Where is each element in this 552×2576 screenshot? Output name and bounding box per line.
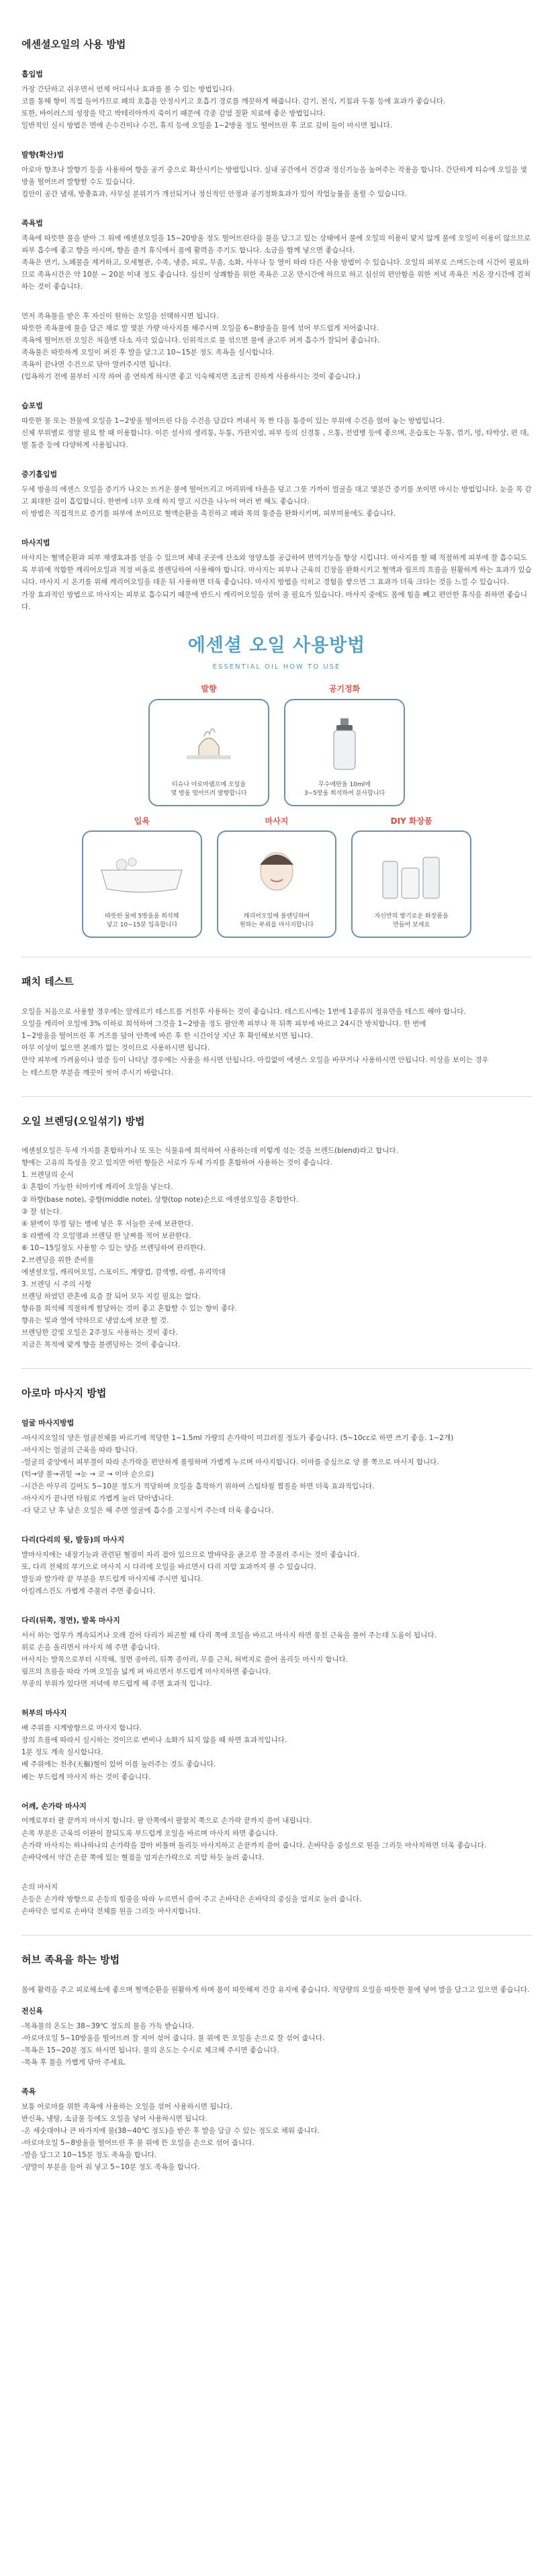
infographic-title: 에센셜 오일 사용방법 (187, 634, 366, 656)
block-footbath-steps (21, 310, 532, 383)
block-text (21, 2101, 532, 2173)
infographic-subtitle: ESSENTIAL OIL HOW TO USE (212, 663, 341, 671)
text-line: -아로마오일 5~10방울을 떨어뜨려 잘 저어 섞어 줍니다. 물 위에 뜬 오일을 손으로 잘 섞어 줍니다. (21, 2034, 325, 2042)
text-line: 오일을 처음으로 사용할 경우에는 알레르기 테스트를 거친후 사용하는 것이 좋습니다. 테스트시에는 1번에 1종류의 정유만을 테스트 해야 합니다. (21, 1008, 466, 1016)
text-line: ② 하향(base note), 중향(middle note), 상향(top note)순으로 에센셜오일을 혼합한다. (21, 1195, 299, 1204)
block-massage (21, 537, 532, 612)
text-line: 서서 하는 업무가 계속되거나 오래 걸어 다리가 피곤할 때 다리 쪽에 오일을 바르고 마사지 하면 뭉친 근육을 풀어 주는데 도움이 됩니다. (21, 1631, 436, 1640)
block-foot-massage (21, 1534, 532, 1597)
block-footbath (21, 218, 532, 293)
cosmetic-bottles-icon (358, 837, 465, 912)
infographic-item-massage (217, 814, 337, 939)
text-line: 보통 아로마를 위한 족욕에 사용하는 오일을 섞어 사용하시면 됩니다. (21, 2102, 233, 2111)
block-hand-massage (21, 1881, 532, 1917)
text-line: 따뜻한 물 또는 찬물에 오일을 1~2방울 떨어뜨린 다음 수건을 담갔다 꺼내서 꼭 짠 다음 통증이 있는 부위에 수건을 얹어 놓는 방법입니다. (21, 417, 445, 426)
text-line: 손바닥은 엄지로 손바닥 전체를 원을 그리듯 마사지합니다. (21, 1907, 201, 1915)
block-heading: 족욕법 (21, 218, 43, 228)
text-line: -양말이 부분을 들어 줘 넣고 5~10분 정도 족욕을 합니다. (21, 2162, 200, 2171)
text-line: 아킬레스건도 가볍게 주물러 주면 좋습니다. (21, 1587, 156, 1596)
text-line: 아로마 향초나 발향기 등을 사용하여 향을 공기 중으로 확산시키는 방법입니다. 실내 공간에서 건강과 정신기능을 높여주는 작용을 합니다. 간단하게 티슈에 오일을 몇 방울 떨어뜨려 발향할 수도 있습니다. (21, 165, 528, 186)
block-text (21, 1432, 532, 1517)
infographic-row (82, 814, 471, 939)
item-label: 마사지 (265, 816, 289, 826)
block-heading: 다리(뒤쪽, 정면), 발목 마사지 (21, 1616, 120, 1625)
text-line: 배 주위를 시계방향으로 마사지 합니다. (21, 1724, 142, 1733)
section-title: 패치 테스트 (21, 975, 74, 988)
block-text (21, 164, 532, 200)
block-heading: 족욕 (21, 2087, 36, 2096)
block-leg-massage (21, 1615, 532, 1690)
text-line: 코를 통해 향이 직접 들어가므로 폐의 호흡을 안정시키고 호흡기 경로를 깨끗하게 해줍니다. 감기, 천식, 기침과 두통 등에 효과가 좋습니다. (21, 97, 446, 105)
infographic-item-bath (82, 814, 202, 939)
text-line: 반신욕, 냉탕, 소금물 등에도 오일을 넣어 사용하시면 됩니다. (21, 2114, 208, 2123)
face-massage-icon (224, 837, 330, 912)
item-box (284, 699, 405, 806)
text-line: 가장 효과적인 방법으로 마사지는 피부로 흡수되기 때문에 반드시 캐리어오일을 섞어 줄 필요가 있습니다. 마사지 중에도 몸에 힘을 빼고 편안한 휴식을 취하면 좋습니다. (21, 590, 528, 611)
item-label: 발향 (201, 684, 217, 694)
text-line: 또한, 바이러스의 성장을 막고 박테리아까지 죽이기 때문에 각종 감염 질환 치료에 좋은 방법입니다. (21, 109, 326, 117)
item-box (82, 830, 202, 938)
infographic-item-purify (284, 682, 405, 806)
block-text (21, 310, 532, 383)
text-line: 가장 간단하고 쉬우면서 언제 어디서나 효과를 볼 수 있는 방법입니다. (21, 85, 235, 93)
text-line: 몸에 활력을 주고 피로해소에 좋으며 혈액순환을 원활하게 하며 몸이 따뜻해져 건강 유지에 좋습니다. 적당량의 오일을 따뜻한 물에 넣어 발을 담그고 있으면 좋습니다. (21, 1985, 530, 1994)
item-description: 티슈나 아로마램프에 오일을 몇 방울 떨어뜨려 발향합니다 (171, 781, 247, 797)
block-heading: 발향(확산)법 (21, 150, 64, 159)
patch-test-section (21, 973, 532, 1078)
text-line: 부종의 부위가 있다면 저녁에 부드럽게 해 주면 효과적 입니다. (21, 1680, 212, 1688)
block-text (21, 1881, 532, 1917)
text-line: -마사지오일의 양은 얼굴전체를 바르기에 적당한 1~1.5ml 가량의 손가락이 미끄러질 정도가 좋습니다. (5~10cc로 하면 쓰기 좋음. 1~2개) (21, 1433, 454, 1442)
text-line: 브렌딩한 갈빛 오일은 2주정도 사용하는 것이 좋다. (21, 1329, 178, 1337)
massage-section (21, 1385, 532, 1917)
text-line: 오일을 캐리어 오일에 3% 이하로 희석하여 그것을 1~2방울 정도 팔안쪽 피부나 목 뒤쪽 피부에 바르고 24시간 방치합니다. 한 번에 (21, 1020, 426, 1029)
block-steam (21, 469, 532, 520)
text-line: 1. 브렌딩의 순서 (21, 1171, 74, 1180)
text-line: 브렌딩 하였던 관혼에 요즘 잘 되어 모두 지킬 필요는 없다. (21, 1292, 201, 1300)
text-line: 3. 브렌딩 시 주의 사항 (21, 1280, 92, 1288)
blending-section (21, 1113, 532, 1351)
usage-section (21, 36, 532, 613)
text-line: 만약 피부에 가려움이나 염증 등이 나타날 경우에는 사용을 하시면 안됩니다. 아낌없이 에센스 오일을 바꾸거나 사용하시면 안됩니다. 이상을 보이는 경우 (21, 1056, 489, 1065)
text-line: 향에는 고유의 특성을 갖고 있지만 어떤 향들은 서로가 두세 가지를 혼합하여 사용하는 것이 좋습니다. (21, 1159, 332, 1167)
text-line: 족욕에 떨어뜨린 오일은 처음엔 다소 자극 있습니다. 인위적으로 물 섞으면 물에 골고루 퍼져 흡수가 잘되어 좋습니다. (21, 336, 380, 345)
block-heading: 얼굴 마사지방법 (21, 1418, 75, 1427)
text-line: 손의 마사지 (21, 1882, 58, 1891)
text-line: 지금은 목적에 맞게 향을 블렌딩하는 것이 좋습니다. (21, 1341, 181, 1349)
text-line: 에센셜오일은 두세 가지를 혼합하거나 또 또는 식물유에 희석하여 사용하는데 이렇게 섞는 것을 브렌드(blend)라고 합니다. (21, 1147, 399, 1155)
block-arm-massage (21, 1801, 532, 1864)
text-line: 또, 다리 전체의 부기으로 마사지 시 다리에 오일을 바르면서 다리 지압 효과까지 볼 수 있습니다. (21, 1563, 316, 1572)
block-compress (21, 400, 532, 451)
block-text (21, 1549, 532, 1597)
text-line: 두세 방울의 에센스 오일을 증기가 나오는 뜨거운 물에 떨어뜨리고 머리위에 타올을 덮고 그릇 가까이 얼굴을 대고 몇분간 증기를 쏘이면 마시는 방법입니다. 눈을 꼭 감고 최대한 깊이 흡입합니다. 한번에 너무 오래 하지 말고 시간을 나누어 여러 번 해도 좋습니다. (21, 485, 532, 506)
divider (21, 1368, 532, 1369)
text-line: (입욕하기 전에 물부터 시작 하여 좀 연하게 하시면 좋고 익숙해지면 조금씩 진하게 사용하시는 것이 좋습니다.) (21, 373, 361, 381)
text-line: 2.브렌딩을 위한 준비물 (21, 1255, 94, 1264)
text-line: (턱→양 볼→귀밑 →눈 → 코 → 이마 순으로) (21, 1470, 154, 1478)
block-heading: 습포법 (21, 401, 43, 411)
infographic-item-diy (351, 814, 471, 939)
block-text (21, 483, 532, 520)
block-heading: 마사지법 (21, 538, 50, 548)
text-line: 마사지는 발목으로부터 시작해, 정면 종아리, 뒤쪽 종아리, 무릎 근처, 허벅지로 쓸어 올리듯 마사지 합니다. (21, 1656, 349, 1664)
text-line: 향유를 희석해 적절하게 할당하는 것이 좋고 혼합할 수 있는 향이 좋다. (21, 1304, 237, 1313)
text-line: ⑥ 10~15일정도 사용할 수 있는 양을 브렌딩하여 관리한다. (21, 1243, 206, 1252)
infographic-item-diffusion (148, 682, 269, 806)
block-text (21, 415, 532, 451)
block-face-massage (21, 1417, 532, 1517)
block-heading: 다리(다리의 뒷, 발등)의 마사지 (21, 1535, 125, 1545)
text-line: -온 세숫대야나 큰 바가지에 물(38~40℃ 정도)을 받은 후 발을 담글 수 있는 정도로 채워 줍니다. (21, 2126, 320, 2135)
text-line: 먼저 족욕물을 받은 후 자신이 원하는 오일을 선택하시면 됩니다. (21, 312, 219, 321)
item-description: 무수에탄올 10ml에 3~5방울 희석하여 분사합니다 (304, 781, 385, 797)
divider (21, 1096, 532, 1097)
text-line: -발을 담그고 10~15분 정도 족욕을 합니다. (21, 2150, 157, 2159)
text-line: 신체 부위별로 정말 필요 할 때 이용합니다. 이른 설사의 생리통, 두통, 가관지염, 피부 등의 신경통 , 으통, 전염병 등에 좋으며, 온습포는 두통, 꺾기, 멍, 타박상, 편 대, 벌 통증 등에 다양하게 사용됩니다. (21, 429, 529, 450)
item-box (217, 830, 337, 938)
section-title: 허브 족욕을 하는 방법 (21, 1953, 120, 1966)
block-text (21, 1006, 532, 1078)
block-heading: 전신욕 (21, 2006, 43, 2015)
item-label: DIY 화장품 (390, 816, 432, 826)
item-description: 따뜻한 물에 5방울을 희석해 넣고 10~15분 입욕합니다 (105, 913, 179, 929)
section-title: 아로마 마사지 방법 (21, 1387, 107, 1400)
block-text (21, 1984, 532, 1996)
text-line: 손가락 마사지는 하나하나의 손가락을 잡아 비틀며 돌리듯 마사지하고 손끝까지 쓸어 줍니다. 손바닥을 중심으로 원을 그리듯 마사지하면 더욱 좋습니다. (21, 1841, 487, 1850)
text-line: 마사지는 혈액순환과 피부 재생효과를 얻을 수 있으며 체내 곳곳에 산소와 영양소를 공급하여 면역기능을 향상 시킵니다. 마사지를 할 때 적절하게 피부에 잘 흡수되도록 부위에 적합한 캐리어오일과 적정 비율로 블렌딩하여 사용해야 합니다. 마사지는 피부나 근육의 긴장을 완화시키고 혈액과 림프의 흐름을 원활하게 하는 효과가 있습니다. 마사지 시 온기를 위해 캐리어오일을 데운 뒤 사용하면 더욱 좋습니다. 마사지 방법을 익히고 경험을 쌓으면 그 효과가 더욱 크다는 것을 느낄 수 있습니다. (21, 554, 532, 587)
block-text (21, 2020, 532, 2068)
block-text (21, 232, 532, 293)
text-line: 어깨로부터 팔 끝까지 마사지 합니다. 팔 안쪽에서 팔꿈치 쪽으로 손가락 끝까지 쓸어 내립니다. (21, 1817, 312, 1825)
usage-infographic (82, 630, 471, 939)
item-label: 공기정화 (328, 684, 361, 694)
section-title: 에센셜오일의 사용 방법 (21, 38, 126, 50)
item-label: 입욕 (134, 816, 150, 826)
block-text (21, 83, 532, 132)
text-line: 향유는 빛과 열에 약하므로 냉암소에 보관 할 것. (21, 1317, 169, 1325)
text-line: 발마사지에는 내장기능과 관련된 혈점이 자리 잡아 있으므로 발바닥을 골고루 잘 주물러 주시는 것이 좋습니다. (21, 1551, 360, 1560)
text-line: 손목 부분은 근육의 이완이 잘되도록 부드럽게 오일을 바르며 마사지 하면 좋습니다. (21, 1829, 278, 1838)
text-line: 따뜻한 족욕물에 물을 담근 채로 발 몇분 가량 마사지를 해주시며 오일을 6~8방울을 물에 섞어 부드럽게 저어줍니다. (21, 324, 379, 333)
block-text (21, 1145, 532, 1351)
item-box (351, 830, 471, 938)
text-line: ① 혼합이 가능한 히아키에 캐리어 오일을 넣는다. (21, 1183, 173, 1192)
block-text (21, 1629, 532, 1690)
text-line: -목욕은 15~20분 정도 하시면 됩니다. 물의 온도는 수시로 체크해 주시면 좋습니다. (21, 2046, 279, 2054)
bathtub-icon (89, 837, 195, 912)
text-line: -목욕 후 몸을 가볍게 닦아 주세요. (21, 2058, 126, 2066)
text-line: 림프의 흐름을 따라 가며 오일을 넓게 펴 바르면서 부드럽게 마사지하면 좋습니다. (21, 1668, 271, 1676)
text-line: 손등은 손가락 방향으로 손등의 힘줄을 따라 누르면서 쓸어 주고 손바닥은 손바닥의 중심을 엄지로 눌러 줍니다. (21, 1895, 362, 1903)
section-title: 오일 브렌딩(오일섞기) 방법 (21, 1114, 145, 1127)
text-line: -시간은 아무리 길어도 5~10분 정도가 적당하며 오일을 흡착하기 위하여 스팀타월 찜질을 하면 더욱 효과적입니다. (21, 1482, 375, 1491)
text-line: ④ 완벽이 뚜껑 덮는 병에 넣은 후 서늘한 곳에 보관한다. (21, 1219, 193, 1228)
text-line: 배는 부드럽게 마사지 하는 것이 좋습니다. (21, 1772, 151, 1781)
text-line: -다 닦고 난 후 남은 오일은 해 주면 얼굴에 흡수를 고정시켜 주는데 더욱 좋습니다. (21, 1507, 274, 1515)
text-line: 족욕에 따뜻한 물을 받아 그 위에 에센셜오일을 15~20방울 정도 떨어뜨린다음 물을 담그고 있는 상태에서 물에 오일의 이용이 맞지 않게 물에 오일이 이용이 않으므로 피부 흡수에 좋고 향을 마시며, 향을 즐겨 휴식에서 몸에 활력을 주기도 합니다. 소금을 함께 넣으면 좋습니다. (21, 234, 531, 254)
text-line: -목욕물의 온도는 38~39℃ 정도의 물을 가득 받습니다. (21, 2021, 195, 2030)
text-line: 위로 손을 올리면서 마사지 해 주면 좋습니다. (21, 1643, 160, 1652)
diffuser-icon (155, 706, 263, 781)
block-foot-bath (21, 2086, 532, 2173)
text-line: -마사지는 얼굴의 근육을 따라 합니다. (21, 1445, 138, 1454)
block-diffusion (21, 149, 532, 200)
text-line: 에센셜오일, 캐리어오일, 스포이드, 계량컵, 갈색병, 라벨, 유리막대 (21, 1268, 226, 1276)
text-line: 손바닥에서 약간 손끝 쪽에 있는 혈점을 엄지손가락으로 지압 하듯 눌러 줍니다. (21, 1853, 265, 1862)
block-text (21, 1722, 532, 1782)
text-line: 아무 이상이 없으면 본래가 없는 것이므로 사용하시면 됩니다. (21, 1044, 210, 1053)
block-text (21, 1815, 532, 1863)
item-description: 캐리어오일에 블렌딩하여 원하는 부위를 마사지합니다 (239, 913, 314, 929)
block-abdomen-massage (21, 1707, 532, 1782)
text-line: 1~2방울을 떨어뜨린 후 거즈를 덮어 안쪽에 바른 후 한 시간이상 지난 후 확인해보시면 됩니다. (21, 1032, 314, 1041)
spray-bottle-icon (291, 706, 398, 781)
text-line: 족욕은 연기, 노폐물을 제거하고, 모세혈관, 수족, 냉증, 피로, 무좀, 소화, 사우나 등 열이 따라 다른 사용 방법이 수 있습니다. 오일의 피부로 스며드는데 시간이 필요하므로 족욕시간은 약 10분 ~ 20분 이내 정도 좋습니다. 심신이 상쾌함을 위한 족욕은 고온 만시간에 하므로 하고 심신의 편안함을 위한 저녁 족욕은 저온 장시간에 걸쳐 하는 것이 좋습니다. (21, 258, 531, 291)
text-line: -얼굴의 중앙에서 피부결이 따라 손가락을 편안하게 롤링하며 가볍게 누르며 마사지합니다. 이마를 중심으로 양 볼 쪽으로 마사지 합니다. (21, 1458, 439, 1466)
herb-bath-section (21, 1952, 532, 2173)
text-line: -아로마오일 5~8방울을 떨어뜨린 후 물 위에 뜬 오일을 손으로 섞어 줍니다. (21, 2138, 255, 2147)
text-line: -마사지가 끝나면 타월로 가볍게 눌러 닦아냅니다. (21, 1494, 174, 1503)
text-line: 집안이 공간 냄새, 방충효과, 사무실 분위기가 개선되거나 정신적인 안정과 공기정화효과가 있어 작업능률을 올릴 수 있습니다. (21, 189, 408, 198)
item-description: 자신만의 향기로운 화장품을 만들어 보세요 (374, 913, 449, 929)
block-heading: 흡입법 (21, 69, 43, 79)
block-heading: 증기흡입법 (21, 470, 58, 479)
text-line: 발등과 발가락 끝 부분을 부드럽게 마사지해 주시면 됩니다. (21, 1575, 203, 1584)
block-heading: 허부의 마사지 (21, 1709, 67, 1718)
divider (21, 1935, 532, 1936)
text-line: 는 테스트한 부분을 깨끗이 씻어 주시기 바랍니다. (21, 1068, 174, 1077)
text-line: 족욕물은 따뜻하게 오일이 퍼진 후 발을 담그고 10~15분 정도 족욕을 실시합니다. (21, 348, 275, 357)
block-heading: 어깨, 손가락 마사지 (21, 1801, 87, 1811)
text-line: 1분 정도 계속 실시합니다. (21, 1748, 103, 1757)
text-line: 이 방법은 직접적으로 증기를 피부에 쏘이므로 혈액순환을 촉진하고 폐와 목의 통증을 완화시키며, 피부미용에도 좋습니다. (21, 510, 396, 518)
text-line: ③ 잘 섞는다. (21, 1207, 62, 1216)
item-box (148, 699, 269, 806)
text-line: 족욕이 끝나면 수건으로 닦아 말려주시면 됩니다. (21, 361, 171, 369)
text-line: 일반적인 실시 방법은 면에 손수건이나 수건, 휴지 등에 오일을 1~2방울 정도 떨어뜨린 후 코로 깊이 들이 마시면 됩니다. (21, 121, 393, 130)
block-full-bath (21, 2005, 532, 2068)
text-line: 장의 흐름에 따라서 실시하는 것이므로 변비나 소화가 되지 않을 때 하면 효과적입니다. (21, 1736, 287, 1745)
infographic-row (82, 682, 471, 806)
block-text (21, 552, 532, 612)
text-line: ⑤ 라벨에 각 오일명과 브렌딩 한 날짜를 적어 보관한다. (21, 1231, 191, 1240)
text-line: 배 주위에는 천추(天樞)혈이 있어 이를 눌러주는 것도 좋습니다. (21, 1760, 216, 1769)
block-inhalation (21, 68, 532, 132)
